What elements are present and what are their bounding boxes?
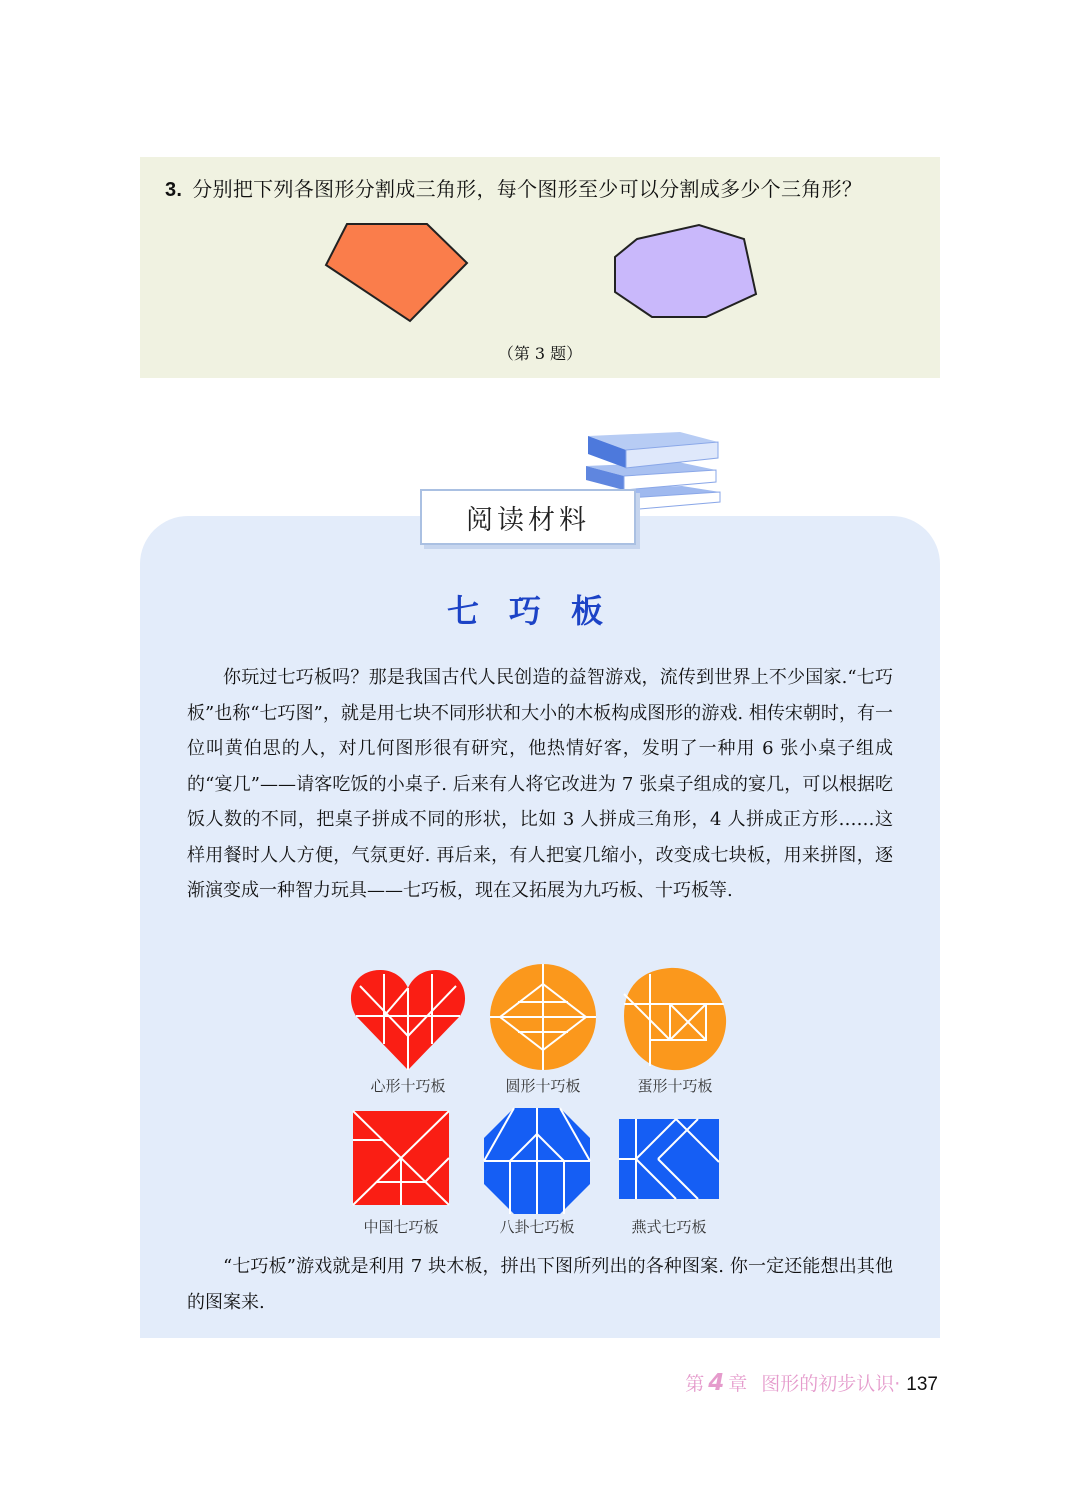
page-number: 137 <box>906 1374 938 1395</box>
swallow-tangram-figure <box>618 1118 720 1200</box>
circle-tangram-figure <box>488 962 598 1072</box>
exercise-question-text: 分别把下列各图形分割成三角形，每个图形至少可以分割成多少个三角形？ <box>192 177 863 201</box>
figure-label-bagua: 八卦七巧板 <box>499 1218 575 1236</box>
page-footer <box>685 1369 938 1396</box>
footer-separator: · <box>894 1373 901 1395</box>
heptagon-figure <box>615 225 756 317</box>
reading-paragraph-2: “七巧板”游戏就是利用 7 块木板，拼出下图所列出的各种图案. 你一定还能想出其他的图案来. <box>187 1256 893 1313</box>
reading-paragraph-1: 你玩过七巧板吗？那是我国古代人民创造的益智游戏，流传到世界上不少国家.“七巧板”也称“七巧图”，就是用七块不同形状和大小的木板构成图形的游戏. 相传宋朝时，有一位叫黄伯思的人，对几何图形很有研究，他热情好客，发明了一种用 6 张小桌子组成的“宴几”——请客吃饭的小桌子. 后来有人将它改进为 7 张桌子组成的宴几，可以根据吃饭人数的不同，把桌子拼成不同的形状，比如 3 人拼成三角形，4 人拼成正方形……这样用餐时人人方便，气氛更好. 再后来，有人把宴几缩小，改变成七块板，用来拼图，逐渐演变成一种智力玩具——七巧板，现在又拓展为九巧板、十巧板等. <box>187 667 893 901</box>
chapter-suffix: 章 <box>728 1373 748 1395</box>
figure-label-egg: 蛋形十巧板 <box>637 1077 713 1095</box>
exercise-section <box>140 157 940 378</box>
egg-tangram-figure <box>620 964 730 1074</box>
chapter-number: 4 <box>708 1370 725 1396</box>
chapter-prefix: 第 <box>685 1373 705 1395</box>
chinese-tangram-figure <box>352 1110 450 1206</box>
exercise-number: 3. <box>165 179 183 201</box>
heart-tangram-figure <box>350 966 466 1072</box>
figure-label-circle: 圆形十巧板 <box>505 1077 581 1095</box>
reading-title: 七巧板 <box>446 592 633 630</box>
exercise-caption: （第 3 题） <box>497 344 583 363</box>
figure-label-heart: 心形十巧板 <box>370 1077 446 1095</box>
reading-material-badge: 阅读材料 <box>420 489 636 545</box>
chapter-title: 图形的初步认识 <box>761 1373 895 1395</box>
figure-label-swallow: 燕式七巧板 <box>631 1218 707 1236</box>
bagua-tangram-figure <box>482 1106 592 1216</box>
pentagon-figure <box>326 224 467 321</box>
figure-label-chinese: 中国七巧板 <box>363 1218 439 1236</box>
